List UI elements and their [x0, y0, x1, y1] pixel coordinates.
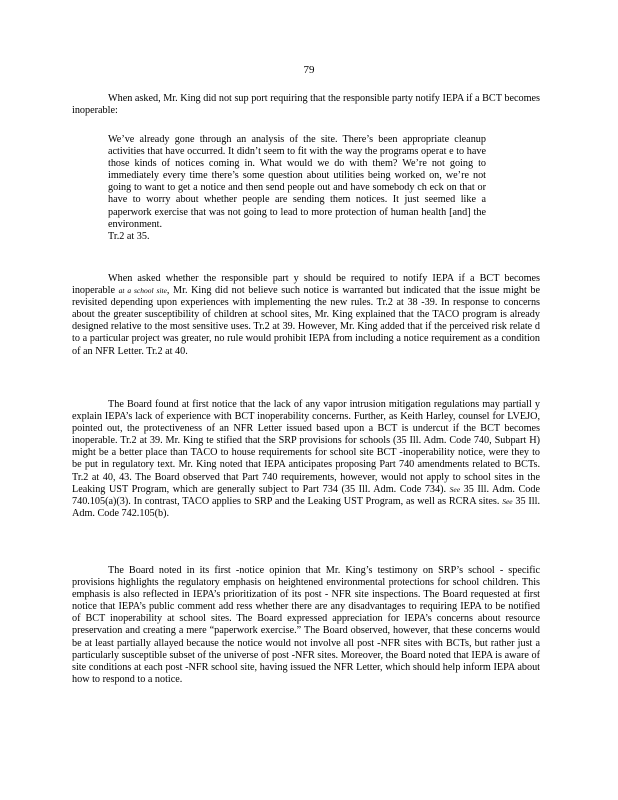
- paragraph-text: 35 Ill. Adm. Code 740.105(a)(3). In contrast, TACO applies to SRP and the Leaking UST Program, as well as RCRA sites.: [72, 483, 541, 507]
- paragraph-board-opinion: The Board noted in its first -notice opinion that Mr. King’s testimony on SRP’s school - specific provisions highlights the regulatory emphasis on heightened environmental protections for school children. This emphasis is also reflected in IEPA’s prioritization of its post - NFR site inspections. The Board requested at first notice that IEPA’s public comment add ress whether there are any disadvantages to requiring IEPA to be notified of BCT inoperability at school sites. The Board expressed appreciation for IEPA’s concerns about resource preservation and creating a mere “paperwork exercise.” The Board observed, however, that these concerns would be at least partially allayed because the notice would not involve all post -NFR sites with BCTs, but rather just a particularly susceptible subset of the universe of post -NFR sites. Moreover, the Board noted that IEPA is aware of site conditions at each post -NFR school site, having issued the NFR Letter, which should help inform IEPA about how to respond to a notice.: [72, 565, 540, 685]
- see-signal: See: [449, 484, 461, 494]
- page-number: 79: [303, 64, 315, 76]
- paragraph-board-first-notice: [72, 399, 540, 520]
- emphasis-text: at a school site: [118, 286, 167, 296]
- paragraph-text: 35 Ill. Adm. Code 742.105(b).: [72, 495, 540, 519]
- paragraph-text: When asked whether the responsible part y should be required to notify IEPA if a BCT becomes inoperable: [72, 273, 540, 297]
- paragraph-school-site-notice: [72, 273, 540, 358]
- paragraph-text: , Mr. King did not believe such notice is warranted but indicated that the issue might be revisited depending upon experiences with implementing the new rules. Tr.2 at 38 -39. In response to concerns about the greater susceptibility of children at school sites, Mr. King explained that the TACO program is already designed relative to the most sensitive uses. Tr.2 at 39. However, Mr. King added that if the perceived risk relate d to a particular project was greater, no rule would prohibit IEPA from including a notice requirement as a condition of an NFR Letter. Tr.2 at 40.: [72, 285, 541, 357]
- paragraph-text: The Board found at first notice that the lack of any vapor intrusion mitigation regulations may partiall y explain IEPA’s lack of experience with BCT inoperability concerns. Further, as Keith Harley, counsel for LVEJO, pointed out, the protectiveness of an NFR Letter issued based upon a BCT is undercut if the BCT becomes inoperable. Tr.2 at 39. Mr. King te stified that the SRP provisions for schools (35 Ill. Adm. Code 740, Subpart H) might be a better place than TACO to house requirements for school site BCT -inoperability notice, were they to be put in regulatory text. Mr. King noted that IEPA anticipates proposing Part 740 amendments related to BCTs. Tr.2 at 40, 43. The Board observed that Part 740 requirements, however, would not apply to school sites in the Leaking UST Program, which are generally subject to Part 734 (35 Ill. Adm. Code 734).: [72, 399, 540, 495]
- quote-citation: Tr.2 at 35.: [108, 230, 150, 242]
- see-signal: See: [502, 496, 513, 506]
- quote-text: We’ve already gone through an analysis of the site. There’s been appropriate cleanup activities that have occurred. It didn’t seem to fit with the way the programs operat e to have those kinds of notices coming in. What would we do with them? We’re not going to immediately every time there’s some question about utilities being worked on, we’re not going to want to get a notice and then send people out and have somebody ch eck on that or have to worry about whether people are sending them notices. It just seemed like a paperwork exercise that was not going to lead to more protection of human health [and] the environment.: [108, 134, 486, 230]
- paragraph-king-notification: When asked, Mr. King did not sup port requiring that the responsible party notify IEPA if a BCT becomes inoperable:: [72, 93, 540, 117]
- block-quote: [108, 134, 486, 243]
